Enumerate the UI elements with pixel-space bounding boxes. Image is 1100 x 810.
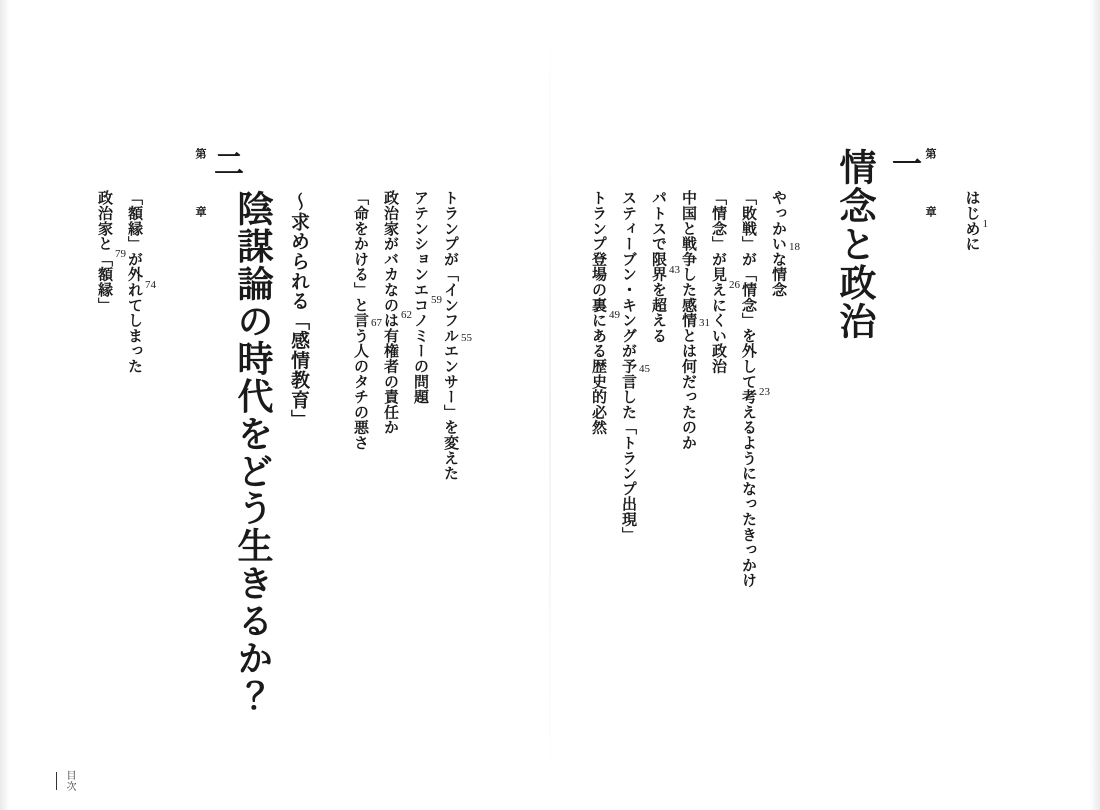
chapter-number: 二 bbox=[209, 148, 242, 178]
toc-entry-1-1[interactable] bbox=[768, 190, 800, 297]
toc-entry-page: 55 bbox=[461, 332, 472, 345]
toc-entry-1-6[interactable] bbox=[618, 190, 650, 542]
footer-marker bbox=[56, 770, 77, 792]
toc-entry-title: 「情念」が見えにくい政治 bbox=[710, 190, 726, 374]
toc-entry-title: パトスで限界を超える bbox=[650, 190, 666, 343]
toc-entry-page: 67 bbox=[371, 317, 382, 330]
toc-entry-1-4[interactable] bbox=[678, 190, 710, 450]
toc-entry-page: 18 bbox=[789, 240, 800, 253]
toc-entry-page: 62 bbox=[401, 309, 412, 322]
toc-entry-2-2[interactable] bbox=[410, 190, 442, 404]
toc-entry-1-3[interactable] bbox=[708, 190, 740, 374]
footer-rule bbox=[56, 772, 57, 790]
chapter-subtitle: 〜求められる「感情教育」 bbox=[288, 192, 309, 430]
toc-entry-2-5[interactable] bbox=[124, 190, 156, 374]
toc-entry-2-6[interactable] bbox=[94, 190, 126, 312]
toc-entry-page: 1 bbox=[982, 217, 988, 230]
toc-entry-2-3[interactable] bbox=[380, 190, 412, 435]
toc-entry-page: 31 bbox=[699, 317, 710, 330]
toc-entry-1-2[interactable] bbox=[738, 190, 770, 588]
toc-entry-title: 政治家と「額縁」 bbox=[96, 190, 112, 313]
toc-entry-page: 59 bbox=[431, 294, 442, 307]
chapter-number: 一 bbox=[887, 148, 920, 178]
toc-entry-title: 「命をかける」と言う人のタチの悪さ bbox=[352, 190, 368, 451]
toc-entry-page: 49 bbox=[609, 309, 620, 322]
toc-entry-page: 79 bbox=[115, 248, 126, 261]
chapter-label-prefix: 第 bbox=[924, 148, 936, 162]
toc-entry-page: 45 bbox=[639, 362, 650, 375]
toc-entry-title: 政治家がバカなのは有権者の責任か bbox=[382, 190, 398, 435]
chapter-title: 陰謀論の時代をどう生きるか？ bbox=[233, 190, 273, 715]
chapter-label-suffix: 章 bbox=[194, 205, 206, 220]
toc-entry-title: トランプ登場の裏にある歴史的必然 bbox=[590, 190, 606, 435]
toc-entry-title: アテンションエコノミーの問題 bbox=[412, 190, 428, 405]
toc-entry-title: トランプが「インフルエンサー」を変えた bbox=[442, 190, 458, 481]
toc-entry-page: 26 bbox=[729, 278, 740, 291]
toc-entry-front-matter[interactable] bbox=[962, 190, 989, 251]
chapter-heading-1[interactable] bbox=[826, 148, 938, 340]
toc-entry-title: はじめに bbox=[963, 190, 980, 252]
chapter-title: 情念と政治 bbox=[833, 148, 874, 341]
toc-entry-1-5[interactable] bbox=[648, 190, 680, 343]
footer-label: 目次 bbox=[64, 770, 75, 792]
toc-entry-1-7[interactable] bbox=[588, 190, 620, 435]
chapter-title-block-2[interactable] bbox=[228, 190, 312, 714]
toc-entry-title: 「敗戦」が「情念」を外して考えるようになったきっかけ bbox=[740, 190, 756, 588]
chapter-label-prefix: 第 bbox=[194, 148, 206, 162]
toc-entry-title: 中国と戦争した感情とは何だったのか bbox=[680, 190, 696, 451]
toc-entry-page: 23 bbox=[759, 385, 770, 398]
toc-entry-page: 43 bbox=[669, 263, 680, 276]
chapter-label-suffix: 章 bbox=[924, 205, 936, 220]
toc-entry-2-1[interactable] bbox=[440, 190, 472, 481]
toc-entry-title: やっかいな情念 bbox=[770, 190, 786, 298]
toc-entry-page: 74 bbox=[145, 278, 156, 291]
toc-entry-title: スティーブン・キングが予言した「トランプ出現」 bbox=[620, 190, 636, 542]
toc-entry-2-4[interactable] bbox=[350, 190, 382, 450]
toc-entry-title: 「額縁」が外れてしまった bbox=[126, 190, 142, 374]
